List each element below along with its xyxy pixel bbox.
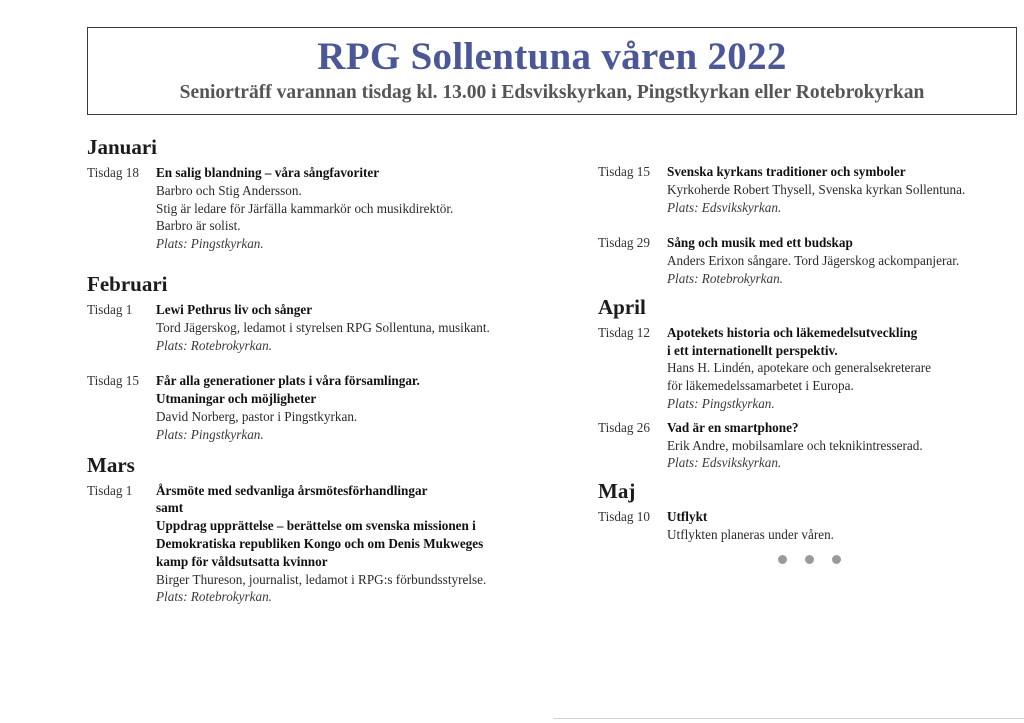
event-day: Tisdag 1	[87, 301, 133, 317]
event-mars-29	[598, 234, 998, 287]
event-line: Barbro är solist.	[156, 218, 241, 234]
event-title: Lewi Pethrus liv och sånger	[156, 301, 313, 317]
event-mars-15	[598, 163, 998, 216]
event-day: Tisdag 15	[87, 373, 139, 389]
event-place: Plats: Rotebrokyrkan.	[667, 270, 783, 286]
event-februari-15	[87, 372, 527, 443]
event-place: Plats: Rotebrokyrkan.	[156, 337, 272, 353]
event-line: Birger Thureson, journalist, ledamot i RPG:s förbundsstyrelse.	[156, 571, 487, 587]
event-place: Plats: Rotebrokyrkan.	[156, 589, 272, 605]
event-day: Tisdag 15	[598, 164, 650, 179]
event-line: Anders Erixon sångare. Tord Jägerskog ackompanjerar.	[667, 253, 960, 269]
event-title: Får alla generationer plats i våra församlingar.	[156, 373, 420, 389]
event-line: Utflykten planeras under våren.	[667, 526, 834, 542]
decorative-dots	[778, 555, 841, 564]
event-place: Plats: Edsvikskyrkan.	[667, 199, 782, 215]
event-title: Utflykt	[667, 509, 708, 525]
event-title: En salig blandning – våra sångfavoriter	[156, 165, 380, 180]
event-day: Tisdag 12	[598, 324, 650, 340]
event-title: Årsmöte med sedvanliga årsmötesförhandlingar	[156, 482, 428, 498]
event-day: Tisdag 10	[598, 509, 650, 525]
event-title: Svenska kyrkans traditioner och symboler	[667, 164, 906, 179]
event-maj-10	[598, 508, 998, 544]
event-februari-1	[87, 301, 527, 354]
divider	[553, 718, 1024, 719]
event-title: Demokratiska republiken Kongo och om Denis Mukweges	[156, 535, 484, 551]
right-column	[598, 163, 998, 562]
event-line: Hans H. Lindén, apotekare och generalsekreterare	[667, 360, 931, 376]
event-line: Tord Jägerskog, ledamot i styrelsen RPG Sollentuna, musikant.	[156, 319, 490, 335]
event-title: kamp för våldsutsatta kvinnor	[156, 553, 328, 569]
event-place: Plats: Edsvikskyrkan.	[667, 455, 782, 471]
left-column	[87, 130, 527, 624]
month-heading-mars: Mars	[87, 452, 135, 477]
event-day: Tisdag 26	[598, 419, 650, 435]
event-line: Kyrkoherde Robert Thysell, Svenska kyrkan Sollentuna.	[667, 181, 966, 197]
event-title: samt	[156, 500, 184, 516]
event-line: Stig är ledare för Järfälla kammarkör och musikdirektör.	[156, 200, 454, 216]
event-day: Tisdag 1	[87, 482, 133, 498]
month-heading-maj: Maj	[598, 479, 636, 504]
event-place: Plats: Pingstkyrkan.	[156, 236, 264, 252]
event-day: Tisdag 18	[87, 165, 139, 180]
event-title: Sång och musik med ett budskap	[667, 235, 853, 251]
dot-icon	[778, 555, 787, 564]
page-title: RPG Sollentuna våren 2022	[317, 35, 787, 78]
event-title: i ett internationellt perspektiv.	[667, 342, 838, 358]
month-heading-januari: Januari	[87, 135, 158, 159]
month-heading-februari: Februari	[87, 271, 168, 296]
event-april-12	[598, 324, 998, 413]
event-title: Utmaningar och möjligheter	[156, 391, 317, 407]
event-line: Barbro och Stig Andersson.	[156, 182, 302, 198]
event-line: för läkemedelssamarbetet i Europa.	[667, 378, 854, 394]
event-april-26	[598, 419, 998, 472]
dot-icon	[832, 555, 841, 564]
event-line: Erik Andre, mobilsamlare och teknikintresserad.	[667, 437, 923, 453]
event-title: Vad är en smartphone?	[667, 419, 799, 435]
month-heading-april: April	[598, 294, 646, 319]
header-box	[87, 27, 1017, 115]
event-januari-18	[87, 164, 527, 253]
event-mars-1	[87, 482, 527, 607]
event-day: Tisdag 29	[598, 235, 650, 251]
event-title: Apotekets historia och läkemedelsutveckling	[667, 324, 918, 340]
event-place: Plats: Pingstkyrkan.	[156, 426, 264, 442]
dot-icon	[805, 555, 814, 564]
event-title: Uppdrag upprättelse – berättelse om svenska missionen i	[156, 518, 476, 534]
page-subtitle: Seniorträff varannan tisdag kl. 13.00 i Edsvikskyrkan, Pingstkyrkan eller Rotebrokyrkan	[179, 82, 925, 103]
event-place: Plats: Pingstkyrkan.	[667, 395, 775, 411]
event-line: David Norberg, pastor i Pingstkyrkan.	[156, 408, 358, 424]
